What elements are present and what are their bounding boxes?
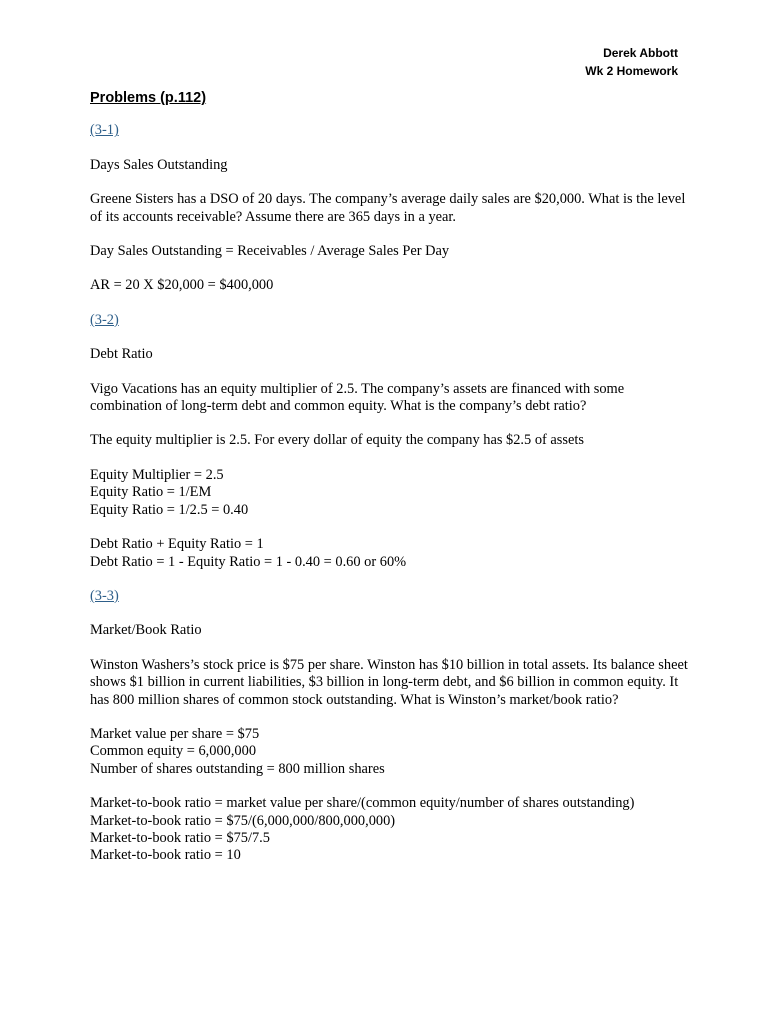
answer-line: Debt Ratio = 1 - Equity Ratio = 1 - 0.40 = 0.60 or 60% <box>90 553 407 570</box>
answer-line: Equity Ratio = 1/2.5 = 0.40 <box>90 501 249 518</box>
answer-paragraph <box>90 432 690 449</box>
problem-topic: Market/Book Ratio <box>90 622 202 639</box>
answer-line: AR = 20 X $20,000 = $400,000 <box>90 277 274 294</box>
answer-line: Debt Ratio + Equity Ratio = 1 <box>90 536 264 553</box>
problem-list <box>90 122 690 864</box>
problem-section <box>90 312 690 571</box>
answer-paragraph <box>90 726 690 778</box>
problem-number-link[interactable]: (3-2) <box>90 311 119 328</box>
problem-section <box>90 122 690 294</box>
answer-paragraph <box>90 795 690 865</box>
answer-line: Market-to-book ratio = $75/7.5 <box>90 829 270 846</box>
problem-topic: Debt Ratio <box>90 346 153 363</box>
problem-number-link[interactable]: (3-1) <box>90 122 119 139</box>
answer-paragraph <box>90 467 690 519</box>
answer-line: Number of shares outstanding = 800 million shares <box>90 760 385 777</box>
page-header <box>585 44 678 80</box>
answer-line: The equity multiplier is 2.5. For every dollar of equity the company has $2.5 of assets <box>90 432 584 449</box>
answer-line: Equity Multiplier = 2.5 <box>90 466 224 483</box>
author-name: Derek Abbott <box>603 46 678 60</box>
assignment-label: Wk 2 Homework <box>585 64 678 78</box>
answer-line: Equity Ratio = 1/EM <box>90 484 212 501</box>
answer-paragraph <box>90 277 690 294</box>
page-title: Problems (p.112) <box>90 90 207 106</box>
answer-paragraph <box>90 536 690 571</box>
problem-number-link[interactable]: (3-3) <box>90 587 119 604</box>
problem-question: Vigo Vacations has an equity multiplier of 2.5. The company’s assets are financed with some combination of long-term debt and common equity. What is the company’s debt ratio? <box>90 380 625 415</box>
answer-line: Market-to-book ratio = market value per share/(common equity/number of shares outstanding) <box>90 795 635 812</box>
problem-question: Winston Washers’s stock price is $75 per share. Winston has $10 billion in total assets. Its balance sheet shows $1 billion in current liabilities, $3 billion in long-term debt, and $6 billion in common equity. It has 800 million shares of common stock outstanding. What is Winston’s market/book ratio? <box>90 656 688 708</box>
answer-paragraph <box>90 243 690 260</box>
document-body <box>90 90 690 882</box>
problem-section <box>90 588 690 865</box>
answer-line: Market-to-book ratio = 10 <box>90 847 241 864</box>
answer-line: Market-to-book ratio = $75/(6,000,000/800,000,000) <box>90 812 396 829</box>
problem-question: Greene Sisters has a DSO of 20 days. The company’s average daily sales are $20,000. What is the level of its accounts receivable? Assume there are 365 days in a year. <box>90 191 686 225</box>
answer-line: Day Sales Outstanding = Receivables / Average Sales Per Day <box>90 243 450 260</box>
answer-line: Market value per share = $75 <box>90 725 260 742</box>
answer-line: Common equity = 6,000,000 <box>90 743 257 760</box>
problem-topic: Days Sales Outstanding <box>90 156 228 173</box>
